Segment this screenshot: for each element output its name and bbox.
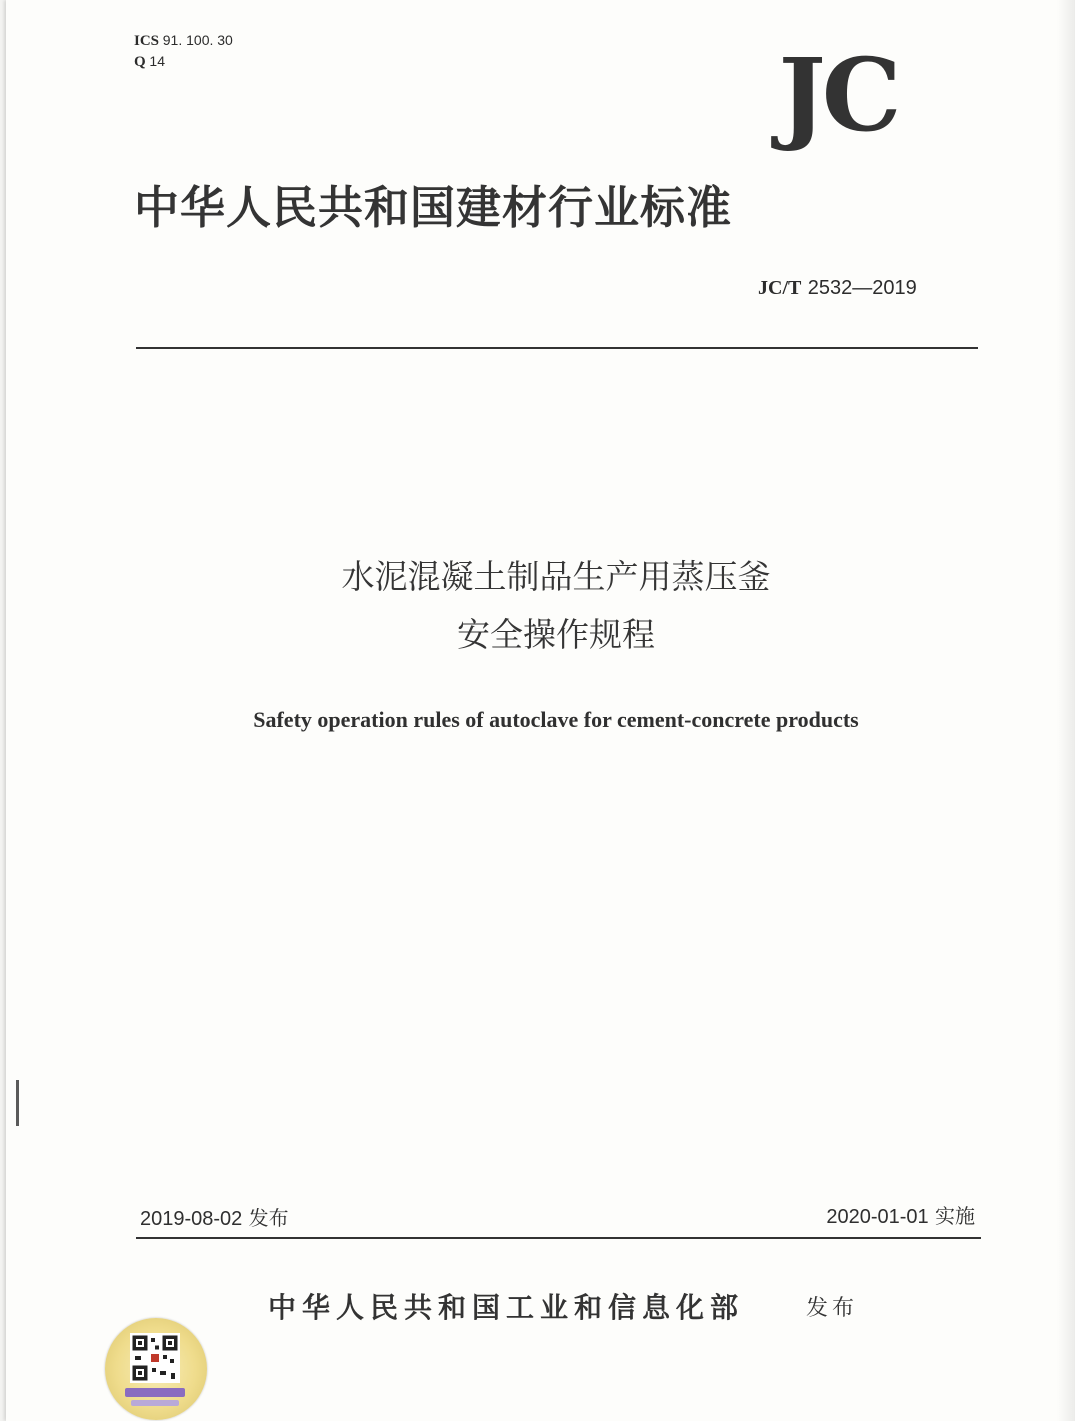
ccs-label: Q: [134, 54, 146, 70]
scan-edge-mark: [16, 1080, 19, 1126]
page-right-edge: [1057, 0, 1075, 1421]
effective-label: 实施: [935, 1204, 975, 1228]
top-divider: [136, 347, 978, 349]
ics-code: 91. 100. 30: [162, 32, 233, 48]
bottom-divider: [136, 1237, 981, 1239]
effective-date-line: [826, 1202, 975, 1231]
classification-codes: [134, 30, 233, 72]
ccs-code: 14: [149, 53, 165, 69]
document-title-line2: 安全操作规程: [457, 615, 655, 654]
document-page: [6, 0, 1075, 1421]
ccs-line: [134, 51, 233, 72]
publish-date: 2019-08-02: [140, 1208, 243, 1230]
document-title-english: Safety operation rules of autoclave for cement-concrete products: [253, 707, 859, 732]
anti-counterfeit-seal-icon: [105, 1318, 207, 1420]
publish-date-line: [140, 1204, 289, 1233]
standard-number: [758, 273, 917, 302]
issuer-name: 中华人民共和国工业和信息化部: [268, 1291, 745, 1324]
ics-line: [134, 30, 233, 51]
standard-number-value: 2532—2019: [807, 277, 917, 299]
ics-label: ICS: [134, 33, 160, 49]
jc-logo: JC: [778, 36, 898, 154]
standard-type-title: 中华人民共和国建材行业标准: [134, 181, 733, 234]
issuer-action: 发布: [806, 1296, 859, 1321]
publish-label: 发布: [248, 1206, 289, 1230]
document-title-line1: 水泥混凝土制品生产用蒸压釜: [341, 557, 771, 596]
qr-code-icon: [130, 1333, 180, 1383]
seal-band: [125, 1388, 185, 1397]
document-title: [106, 548, 1006, 664]
effective-date: 2020-01-01: [826, 1206, 929, 1228]
standard-number-prefix: JC/T: [758, 277, 802, 299]
seal-band-secondary: [131, 1400, 179, 1406]
